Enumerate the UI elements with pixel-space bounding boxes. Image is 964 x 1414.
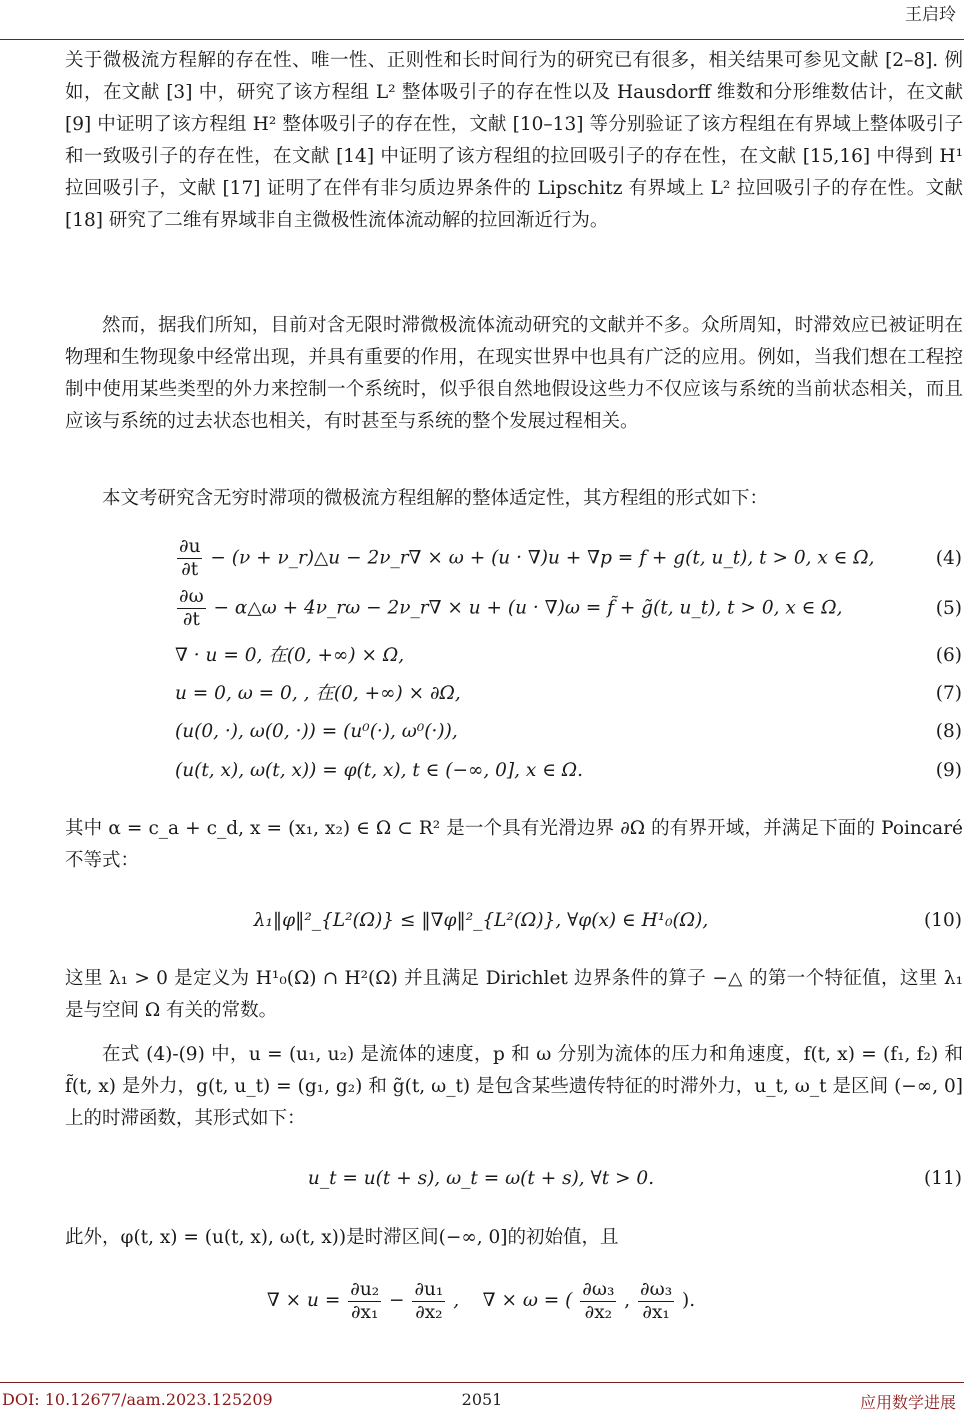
fraction-du-dt: $\frac{\partial u}{\partial t}$ xyxy=(179,536,201,580)
header-author: 王启玲 xyxy=(905,5,956,25)
fraction-du1-dx2: $\frac{\text{∂u₁}}{\text{∂x₂}}$ xyxy=(414,1278,444,1323)
equation-10 xyxy=(0,906,962,936)
curl-omega-label: , ∇ × ω = ( xyxy=(453,1290,573,1311)
paragraph-eigenvalue: 这里 λ₁ > 0 是定义为 H¹₀(Ω) ∩ H²(Ω) 并且满足 Dirichlet 边界条件的算子 −△ 的第一个特征值，这里 λ₁ 是与空间 Ω 有关的常数。 xyxy=(65,968,963,1021)
equation-8-body: (u(0, ·), ω(0, ·)) = (u⁰(·), ω⁰(·)), xyxy=(175,721,458,742)
equation-11-body: u_t = u(t + s), ω_t = ω(t + s), ∀t > 0. xyxy=(307,1168,655,1189)
fraction-domega3-dx2: $\frac{\text{∂ω₃}}{\text{∂x₂}}$ xyxy=(582,1278,615,1323)
fraction-domega3-dx1: $\frac{\text{∂ω₃}}{\text{∂x₁}}$ xyxy=(640,1278,673,1323)
footer-journal-link[interactable]: 应用数学进展 xyxy=(859,1393,956,1412)
equation-5-body: − α△ω + 4ν_rω − 2ν_r∇ × u + (u · ∇)ω = f̃ + g̃(t, u_t), t > 0, x ∈ Ω, xyxy=(213,597,843,619)
equation-6-body: ∇ · u = 0, 在(0, +∞) × Ω, xyxy=(175,645,405,666)
equation-10-body: λ₁‖φ‖²_{L²(Ω)} ≤ ‖∇φ‖²_{L²(Ω)}, ∀φ(x) ∈ H¹₀(Ω), xyxy=(253,910,709,931)
equation-11 xyxy=(0,1164,962,1194)
equation-number-4: (4) xyxy=(935,548,962,569)
comma-sep: , xyxy=(624,1290,631,1311)
fraction-domega-dt: $\frac{\partial\omega}{\partial t}$ xyxy=(179,586,204,630)
equation-number-10: (10) xyxy=(924,910,962,931)
equation-number-5: (5) xyxy=(935,598,962,619)
curl-close: ). xyxy=(682,1290,696,1311)
paragraph-system-intro: 本文考研究含无穷时滞项的微极流方程组解的整体适定性，其方程组的形式如下： xyxy=(102,488,769,509)
paragraph-intro-refs: 关于微极流方程解的存在性、唯一性、正则性和长时间行为的研究已有很多，相关结果可参见文献 [2–8]. 例如，在文献 [3] 中，研究了该方程组 L² 整体吸引子的存在性以及 Hausdorff 维数和分形维数估计，在文献 [9] 中证明了该方程组 H² 整体吸引子的存在性，文献 [10–13] 等分别验证了该方程组在有界域上整体吸引子和一致吸引子的存在性，在文献 [14] 中证明了该方程组的拉回吸引子的存在性，在文献 [15,16] 中得到 H¹ 拉回吸引子，文献 [17] 证明了在伴有非匀质边界条件的 Lipschitz 有界域上 L² 拉回吸引子的存在性。文献 [18] 研究了二维有界域非自主微极性流体流动解的拉回渐近行为。 xyxy=(65,50,963,231)
paragraph-initial-value: 此外，φ(t, x) = (u(t, x), ω(t, x))是时滞区间(−∞, 0]的初始值，且 xyxy=(65,1227,619,1248)
equation-number-11: (11) xyxy=(924,1168,962,1189)
equation-4 xyxy=(175,536,962,582)
paragraph-variables: 在式 (4)-(9) 中，u = (u₁, u₂) 是流体的速度，p 和 ω 分别为流体的压力和角速度，f(t, x) = (f₁, f₂) 和 f̃(t, x) 是外力，g(t, u_t) = (g₁, g₂) 和 g̃(t, ω_t) 是包含某些遗传特征的时滞外力，u_t, ω_t 是区间 (−∞, 0] 上的时滞函数，其形式如下： xyxy=(65,1044,963,1129)
equation-number-7: (7) xyxy=(935,683,962,704)
footer-rule xyxy=(0,1382,964,1383)
minus-sign: − xyxy=(389,1290,405,1311)
footer-doi-link[interactable]: DOI: 10.12677/aam.2023.125209 xyxy=(2,1390,273,1409)
equation-number-9: (9) xyxy=(935,760,962,781)
equation-4-body: − (ν + ν_r)△u − 2ν_r∇ × ω + (u · ∇)u + ∇p = f + g(t, u_t), t > 0, x ∈ Ω, xyxy=(210,547,875,569)
paragraph-delay-motivation: 然而，据我们所知，目前对含无限时滞微极流体流动研究的文献并不多。众所周知，时滞效应已被证明在物理和生物现象中经常出现，并具有重要的作用，在现实世界中也具有广泛的应用。例如，当我们想在工程控制中使用某些类型的外力来控制一个系统时，似乎很自然地假设这些力不仅应该与系统的当前状态相关，而且应该与系统的过去状态也相关，有时甚至与系统的整个发展过程相关。 xyxy=(65,315,963,432)
equation-number-6: (6) xyxy=(935,645,962,666)
paragraph-domain-def: 其中 α = c_a + c_d, x = (x₁, x₂) ∈ Ω ⊂ R² 是一个具有光滑边界 ∂Ω 的有界开域，并满足下面的 Poincaré 不等式： xyxy=(65,818,963,871)
fraction-du2-dx1: $\frac{\text{∂u₂}}{\text{∂x₁}}$ xyxy=(350,1278,380,1323)
equation-7-body: u = 0, ω = 0, , 在(0, +∞) × ∂Ω, xyxy=(175,683,461,704)
equation-9-body: (u(t, x), ω(t, x)) = φ(t, x), t ∈ (−∞, 0], x ∈ Ω. xyxy=(175,760,584,781)
equation-curl xyxy=(0,1278,962,1324)
footer-page-number: 2051 xyxy=(461,1390,503,1409)
equation-number-8: (8) xyxy=(935,721,962,742)
curl-u-label: ∇ × u = xyxy=(266,1290,341,1311)
equation-5 xyxy=(175,586,962,632)
header-rule xyxy=(0,39,964,40)
